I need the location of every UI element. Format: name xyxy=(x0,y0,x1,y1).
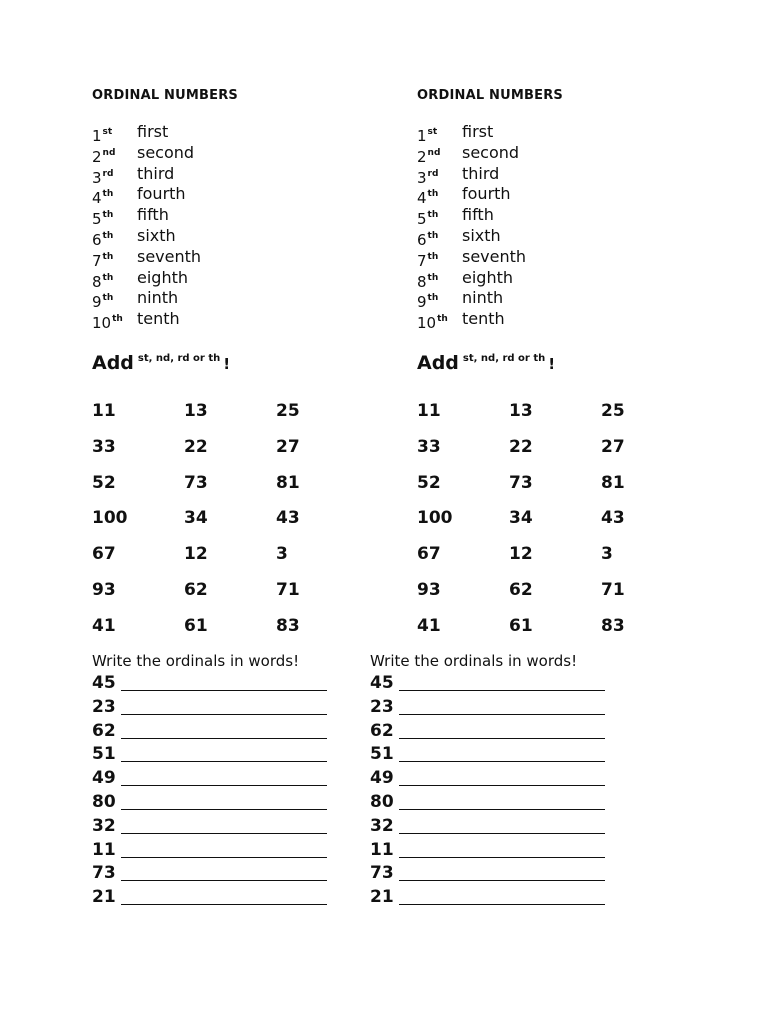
ordinal-digit: 4 xyxy=(92,189,102,208)
ordinal-digit: 8 xyxy=(417,272,427,291)
exercise-number: 25 xyxy=(601,401,625,421)
exercise-number: 62 xyxy=(509,580,533,600)
ordinal-word: sixth xyxy=(137,226,176,245)
exercise-number: 67 xyxy=(92,544,116,565)
ordinal-word: fifth xyxy=(462,205,494,225)
write-row xyxy=(370,816,610,838)
ordinal-suffix: st xyxy=(102,127,113,137)
exercise-number: 43 xyxy=(276,508,300,529)
write-number: 11 xyxy=(92,839,116,860)
ordinal-number xyxy=(417,309,448,333)
ordinal-suffix: th xyxy=(427,251,439,262)
ordinal-suffix: th xyxy=(427,293,439,304)
ordinal-suffix: rd xyxy=(427,168,439,179)
exercise-number: 83 xyxy=(276,615,300,636)
ordinal-suffix: th xyxy=(427,189,439,200)
write-number: 23 xyxy=(370,696,394,717)
exercise-number: 12 xyxy=(509,544,533,565)
exercise-number: 11 xyxy=(417,401,441,421)
answer-blank-line[interactable] xyxy=(399,880,605,881)
answer-blank-line[interactable] xyxy=(399,738,605,739)
ordinal-digit: 8 xyxy=(92,272,102,291)
ordinal-digit: 10 xyxy=(417,314,437,333)
exercise-number: 27 xyxy=(276,436,300,457)
ordinal-digit: 3 xyxy=(92,168,102,187)
ordinal-word: fifth xyxy=(137,205,169,225)
write-row xyxy=(370,792,610,814)
ordinal-word: second xyxy=(462,142,520,162)
write-number: 21 xyxy=(370,887,394,908)
exercise-number: 52 xyxy=(92,472,116,493)
ordinal-suffix: rd xyxy=(102,168,114,179)
exercise-number: 25 xyxy=(276,401,300,421)
ordinal-digit: 5 xyxy=(92,210,102,229)
write-number: 51 xyxy=(92,744,116,765)
write-number: 21 xyxy=(92,887,116,908)
add-word: Add xyxy=(92,352,134,374)
exercise-number: 34 xyxy=(509,508,533,529)
answer-blank-line[interactable] xyxy=(399,714,605,715)
write-number: 49 xyxy=(92,768,116,789)
exercise-number: 27 xyxy=(601,436,625,457)
exercise-number: 71 xyxy=(601,580,625,600)
write-number: 80 xyxy=(92,792,116,812)
exercise-number: 13 xyxy=(509,401,533,421)
write-number: 32 xyxy=(92,815,116,836)
exercise-number: 33 xyxy=(417,436,441,457)
write-row xyxy=(370,887,610,909)
answer-blank-line[interactable] xyxy=(399,833,605,834)
ordinal-word: fourth xyxy=(137,184,186,204)
ordinal-digit: 1 xyxy=(417,127,427,145)
exercise-number: 62 xyxy=(184,580,208,600)
ordinal-suffix: th xyxy=(102,272,114,283)
ordinal-suffix: nd xyxy=(102,147,116,158)
ordinal-word: eighth xyxy=(462,267,513,287)
add-exclamation: ! xyxy=(548,355,556,373)
exercise-number: 52 xyxy=(417,472,441,493)
write-number: 49 xyxy=(370,768,394,789)
exercise-number: 93 xyxy=(417,580,441,600)
add-exclamation: ! xyxy=(223,355,231,373)
exercise-number: 83 xyxy=(601,615,625,636)
exercise-number: 22 xyxy=(184,436,208,457)
exercise-number: 41 xyxy=(417,615,441,636)
exercise-number: 100 xyxy=(92,508,128,529)
exercise-number: 13 xyxy=(184,401,208,421)
ordinal-digit: 5 xyxy=(417,210,427,229)
write-ordinals-heading: Write the ordinals in words! xyxy=(92,652,300,670)
write-row xyxy=(370,697,610,719)
ordinal-suffix: th xyxy=(427,210,439,221)
exercise-number: 33 xyxy=(92,436,116,457)
exercise-number: 11 xyxy=(92,401,116,421)
exercise-number: 22 xyxy=(509,436,533,457)
write-number: 73 xyxy=(370,863,394,884)
exercise-number: 43 xyxy=(601,508,625,529)
answer-blank-line[interactable] xyxy=(399,809,605,810)
ordinal-word: third xyxy=(462,163,500,183)
exercise-number: 67 xyxy=(417,544,441,565)
write-number: 45 xyxy=(370,673,394,693)
exercise-number: 81 xyxy=(276,472,300,493)
exercise-number: 93 xyxy=(92,580,116,600)
ordinal-suffix: th xyxy=(102,231,114,241)
ordinal-word: seventh xyxy=(137,246,202,266)
answer-blank-line[interactable] xyxy=(399,761,605,762)
ordinal-digit: 3 xyxy=(417,168,427,187)
ordinal-word: first xyxy=(137,122,169,141)
ordinal-digit: 2 xyxy=(92,147,102,166)
ordinal-word: tenth xyxy=(137,309,180,329)
exercise-number: 3 xyxy=(276,544,288,565)
exercise-number: 3 xyxy=(601,544,613,565)
write-number: 51 xyxy=(370,744,394,765)
ordinal-suffix: th xyxy=(427,272,439,283)
ordinal-suffix: th xyxy=(427,231,439,241)
add-suffix-options: st, nd, rd or th xyxy=(462,353,546,364)
write-row xyxy=(370,673,610,695)
ordinal-digit: 6 xyxy=(417,231,427,249)
exercise-number: 41 xyxy=(92,615,116,636)
ordinal-digit: 1 xyxy=(92,127,102,145)
answer-blank-line[interactable] xyxy=(399,690,605,691)
write-number: 32 xyxy=(370,815,394,836)
ordinal-word: first xyxy=(462,122,494,141)
answer-blank-line[interactable] xyxy=(399,785,605,786)
write-number: 11 xyxy=(370,839,394,860)
answer-blank-line[interactable] xyxy=(399,904,605,905)
ordinal-suffix: th xyxy=(102,210,114,221)
ordinal-suffix: th xyxy=(102,293,114,304)
ordinal-word: sixth xyxy=(462,226,501,245)
write-number: 45 xyxy=(92,673,116,693)
write-row xyxy=(370,744,610,766)
ordinal-digit: 7 xyxy=(92,251,102,270)
ordinal-word: ninth xyxy=(137,288,179,308)
write-row xyxy=(370,768,610,790)
ordinal-suffix: st xyxy=(427,127,438,137)
add-suffix-options: st, nd, rd or th xyxy=(137,353,221,364)
ordinal-digit: 9 xyxy=(92,293,102,312)
exercise-number: 100 xyxy=(417,508,453,529)
ordinal-word: third xyxy=(137,163,175,183)
add-word: Add xyxy=(417,352,459,374)
exercise-number: 12 xyxy=(184,544,208,565)
write-number: 62 xyxy=(92,720,116,741)
write-number: 62 xyxy=(370,720,394,741)
answer-blank-line[interactable] xyxy=(399,857,605,858)
write-ordinals-heading: Write the ordinals in words! xyxy=(370,652,578,670)
write-number: 80 xyxy=(370,792,394,812)
ordinal-suffix: nd xyxy=(427,147,441,158)
ordinal-suffix: th xyxy=(112,314,123,325)
ordinal-word: ninth xyxy=(462,288,504,308)
exercise-number: 71 xyxy=(276,580,300,600)
ordinal-suffix: th xyxy=(102,189,114,200)
write-number: 23 xyxy=(92,696,116,717)
ordinal-word: eighth xyxy=(137,267,188,287)
exercise-number: 81 xyxy=(601,472,625,493)
ordinal-digit: 6 xyxy=(92,231,102,249)
add-suffix-instruction xyxy=(417,352,555,374)
exercise-number: 73 xyxy=(184,472,208,493)
ordinal-suffix: th xyxy=(102,251,114,262)
ordinal-suffix: th xyxy=(437,314,448,325)
ordinal-word: fourth xyxy=(462,184,511,204)
ordinal-title: ORDINAL NUMBERS xyxy=(92,88,238,103)
ordinal-word: second xyxy=(137,142,195,162)
exercise-number: 73 xyxy=(509,472,533,493)
ordinal-digit: 2 xyxy=(417,147,427,166)
ordinal-digit: 9 xyxy=(417,293,427,312)
write-row xyxy=(370,863,610,885)
exercise-number: 61 xyxy=(509,615,533,636)
exercise-number: 61 xyxy=(184,615,208,636)
exercise-number: 34 xyxy=(184,508,208,529)
ordinal-digit: 4 xyxy=(417,189,427,208)
ordinal-digit: 10 xyxy=(92,314,112,333)
write-row xyxy=(370,840,610,862)
ordinal-title: ORDINAL NUMBERS xyxy=(417,88,563,103)
ordinal-word: tenth xyxy=(462,309,505,329)
ordinal-word: seventh xyxy=(462,246,527,266)
write-number: 73 xyxy=(92,863,116,884)
ordinal-digit: 7 xyxy=(417,251,427,270)
write-row xyxy=(370,721,610,743)
